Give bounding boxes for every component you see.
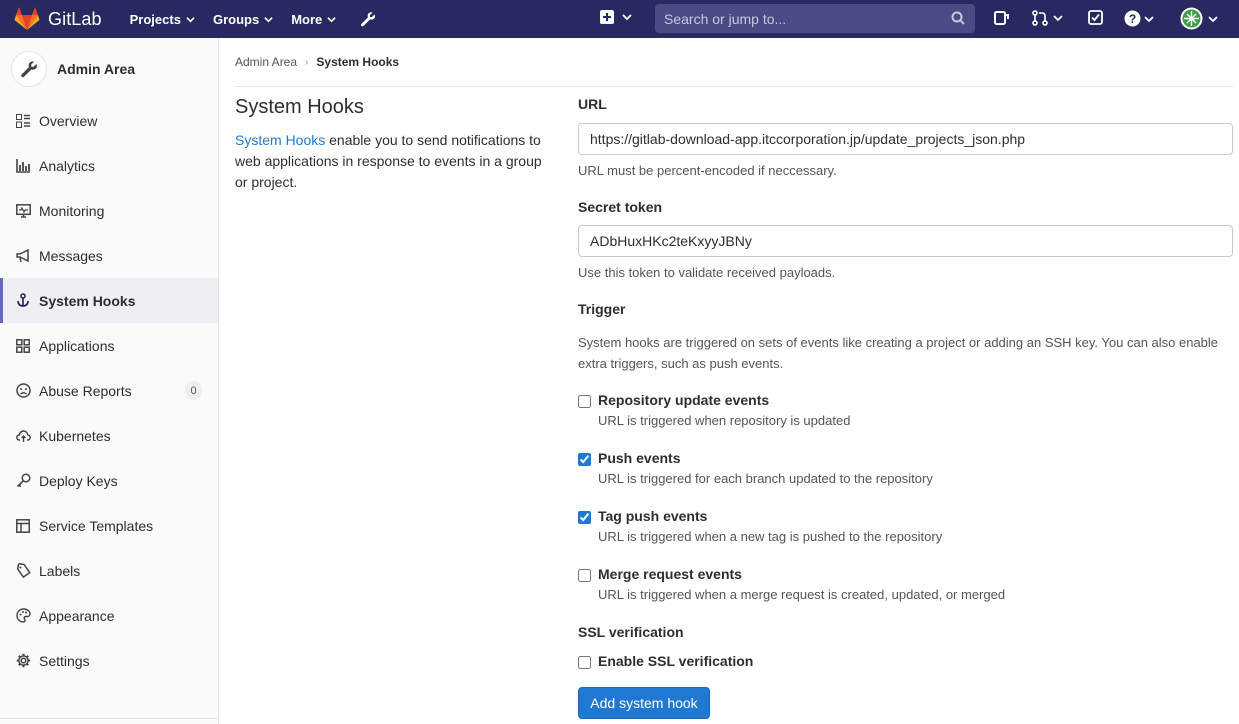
admin-avatar bbox=[11, 51, 47, 87]
sidebar-header[interactable] bbox=[0, 38, 218, 100]
sidebar-item-label: Service Templates bbox=[39, 517, 154, 534]
divider bbox=[235, 86, 1233, 87]
admin-area-link[interactable] bbox=[360, 11, 376, 27]
sidebar-item-messages[interactable] bbox=[0, 233, 218, 278]
todo-check-icon bbox=[1088, 10, 1103, 25]
merge-request-events-checkbox[interactable] bbox=[578, 569, 591, 582]
brand-name: GitLab bbox=[48, 8, 102, 29]
chevron-down-icon bbox=[1208, 14, 1218, 24]
sidebar-item-label: Abuse Reports bbox=[39, 382, 132, 399]
chevron-down-icon bbox=[622, 12, 632, 22]
nav-projects-label: Projects bbox=[129, 11, 181, 27]
template-icon bbox=[15, 518, 31, 534]
secret-token-label: Secret token bbox=[578, 199, 663, 215]
url-help-text: URL must be percent-encoded if neccessary. bbox=[578, 163, 837, 178]
trigger-help-text: URL is triggered when a new tag is pushed to the repository bbox=[598, 529, 943, 544]
issues-icon bbox=[993, 10, 1009, 26]
sidebar-item-analytics[interactable] bbox=[0, 143, 218, 188]
trigger-label-text[interactable]: Tag push events bbox=[598, 508, 708, 524]
url-label: URL bbox=[578, 96, 607, 112]
issues-link[interactable] bbox=[993, 10, 1009, 26]
merge-requests-link[interactable] bbox=[1032, 10, 1063, 26]
nav-groups[interactable] bbox=[213, 12, 273, 27]
enable-ssl-checkbox[interactable] bbox=[578, 656, 591, 669]
trigger-description: System hooks are triggered on sets of events like creating a project or adding an SSH key. You can also enable extra triggers, such as push events. bbox=[578, 335, 1219, 371]
trigger-label: Trigger bbox=[578, 301, 626, 317]
hook-icon bbox=[15, 293, 31, 309]
sidebar-item-label: Kubernetes bbox=[39, 427, 111, 444]
chevron-down-icon bbox=[186, 15, 195, 24]
sidebar-item-system-hooks[interactable] bbox=[0, 278, 218, 323]
abuse-reports-count-badge: 0 bbox=[185, 381, 202, 400]
sidebar-item-overview[interactable] bbox=[0, 98, 218, 143]
messages-icon bbox=[15, 248, 31, 264]
push-events-checkbox[interactable] bbox=[578, 453, 591, 466]
sidebar-item-appearance[interactable] bbox=[0, 593, 218, 638]
sidebar-item-label: Appearance bbox=[39, 607, 115, 624]
repository-update-checkbox[interactable] bbox=[578, 395, 591, 408]
add-system-hook-button[interactable]: Add system hook bbox=[578, 687, 710, 719]
new-dropdown[interactable] bbox=[600, 10, 632, 24]
sidebar-item-label: Deploy Keys bbox=[39, 472, 118, 489]
trigger-help-text: URL is triggered for each branch updated to the repository bbox=[598, 471, 933, 486]
admin-sidebar bbox=[0, 38, 219, 724]
sidebar-item-applications[interactable] bbox=[0, 323, 218, 368]
monitoring-icon bbox=[15, 203, 31, 219]
enable-ssl-label[interactable]: Enable SSL verification bbox=[598, 653, 754, 669]
sidebar-title: Admin Area bbox=[57, 61, 136, 77]
page-title: System Hooks bbox=[235, 96, 364, 118]
help-dropdown[interactable] bbox=[1124, 10, 1154, 27]
url-field[interactable] bbox=[578, 123, 1233, 155]
sidebar-item-label: Overview bbox=[39, 112, 98, 129]
nav-groups-label: Groups bbox=[212, 11, 260, 27]
label-icon bbox=[15, 563, 31, 579]
sidebar-item-labels[interactable] bbox=[0, 548, 218, 593]
svg-text:?: ? bbox=[1128, 12, 1137, 26]
user-menu[interactable] bbox=[1180, 7, 1218, 30]
wrench-icon bbox=[20, 60, 38, 78]
trigger-label-text[interactable]: Push events bbox=[598, 450, 681, 466]
applications-icon bbox=[15, 338, 31, 354]
analytics-icon bbox=[15, 158, 31, 174]
ssl-verification-label: SSL verification bbox=[578, 624, 684, 640]
page-description-text: enable you to send notifications to web applications in response to events in a group or project. bbox=[235, 132, 542, 190]
system-hooks-doc-link[interactable]: System Hooks bbox=[235, 132, 326, 148]
trigger-help-text: URL is triggered when a merge request is created, updated, or merged bbox=[598, 587, 1006, 602]
plus-square-icon bbox=[600, 10, 614, 24]
sidebar-item-label: Messages bbox=[39, 247, 103, 264]
sidebar-item-label: Labels bbox=[39, 562, 81, 579]
appearance-icon bbox=[15, 608, 31, 624]
kubernetes-icon bbox=[15, 428, 31, 444]
search-icon bbox=[951, 11, 965, 25]
abuse-icon bbox=[15, 383, 31, 399]
top-navbar bbox=[0, 0, 1239, 38]
sidebar-item-label: Applications bbox=[39, 337, 115, 354]
page-description bbox=[235, 130, 555, 193]
gitlab-logo[interactable] bbox=[14, 7, 102, 31]
sidebar-item-settings[interactable] bbox=[0, 638, 218, 683]
sidebar-item-monitoring[interactable] bbox=[0, 188, 218, 233]
token-help-text: Use this token to validate received payloads. bbox=[578, 265, 836, 280]
breadcrumb-current[interactable]: System Hooks bbox=[316, 55, 400, 69]
chevron-down-icon bbox=[1053, 13, 1063, 23]
chevron-down-icon bbox=[264, 15, 273, 24]
sidebar-item-kubernetes[interactable] bbox=[0, 413, 218, 458]
sidebar-collapse-bar[interactable] bbox=[0, 718, 218, 724]
help-icon bbox=[1124, 10, 1141, 27]
wrench-icon bbox=[360, 11, 376, 27]
breadcrumb-admin-area[interactable]: Admin Area bbox=[235, 55, 298, 69]
chevron-down-icon bbox=[1144, 14, 1154, 24]
search-box[interactable] bbox=[655, 4, 975, 33]
sidebar-item-service-templates[interactable] bbox=[0, 503, 218, 548]
trigger-label-text[interactable]: Merge request events bbox=[598, 566, 742, 582]
breadcrumb bbox=[235, 55, 399, 69]
sidebar-item-label: Monitoring bbox=[39, 202, 105, 219]
trigger-label-text[interactable]: Repository update events bbox=[598, 392, 770, 408]
chevron-down-icon bbox=[327, 15, 336, 24]
tag-push-events-checkbox[interactable] bbox=[578, 511, 591, 524]
nav-more-label: More bbox=[291, 11, 323, 27]
user-avatar bbox=[1180, 7, 1203, 30]
sidebar-item-deploy-keys[interactable] bbox=[0, 458, 218, 503]
todos-link[interactable] bbox=[1088, 10, 1103, 25]
settings-icon bbox=[15, 653, 31, 669]
secret-token-field[interactable] bbox=[578, 225, 1233, 257]
sidebar-item-label: Settings bbox=[39, 652, 90, 669]
key-icon bbox=[15, 473, 31, 489]
sidebar-item-label: System Hooks bbox=[39, 292, 136, 309]
nav-more[interactable] bbox=[291, 12, 336, 27]
gitlab-tanuki-icon bbox=[14, 7, 40, 31]
sidebar-item-abuse-reports[interactable] bbox=[0, 368, 218, 413]
merge-request-icon bbox=[1032, 10, 1048, 26]
nav-projects[interactable] bbox=[130, 12, 195, 27]
overview-icon bbox=[15, 113, 31, 129]
sidebar-item-label: Analytics bbox=[39, 157, 96, 174]
chevron-right-icon: › bbox=[305, 56, 309, 68]
trigger-help-text: URL is triggered when repository is updated bbox=[598, 413, 851, 428]
search-input[interactable] bbox=[664, 11, 934, 27]
